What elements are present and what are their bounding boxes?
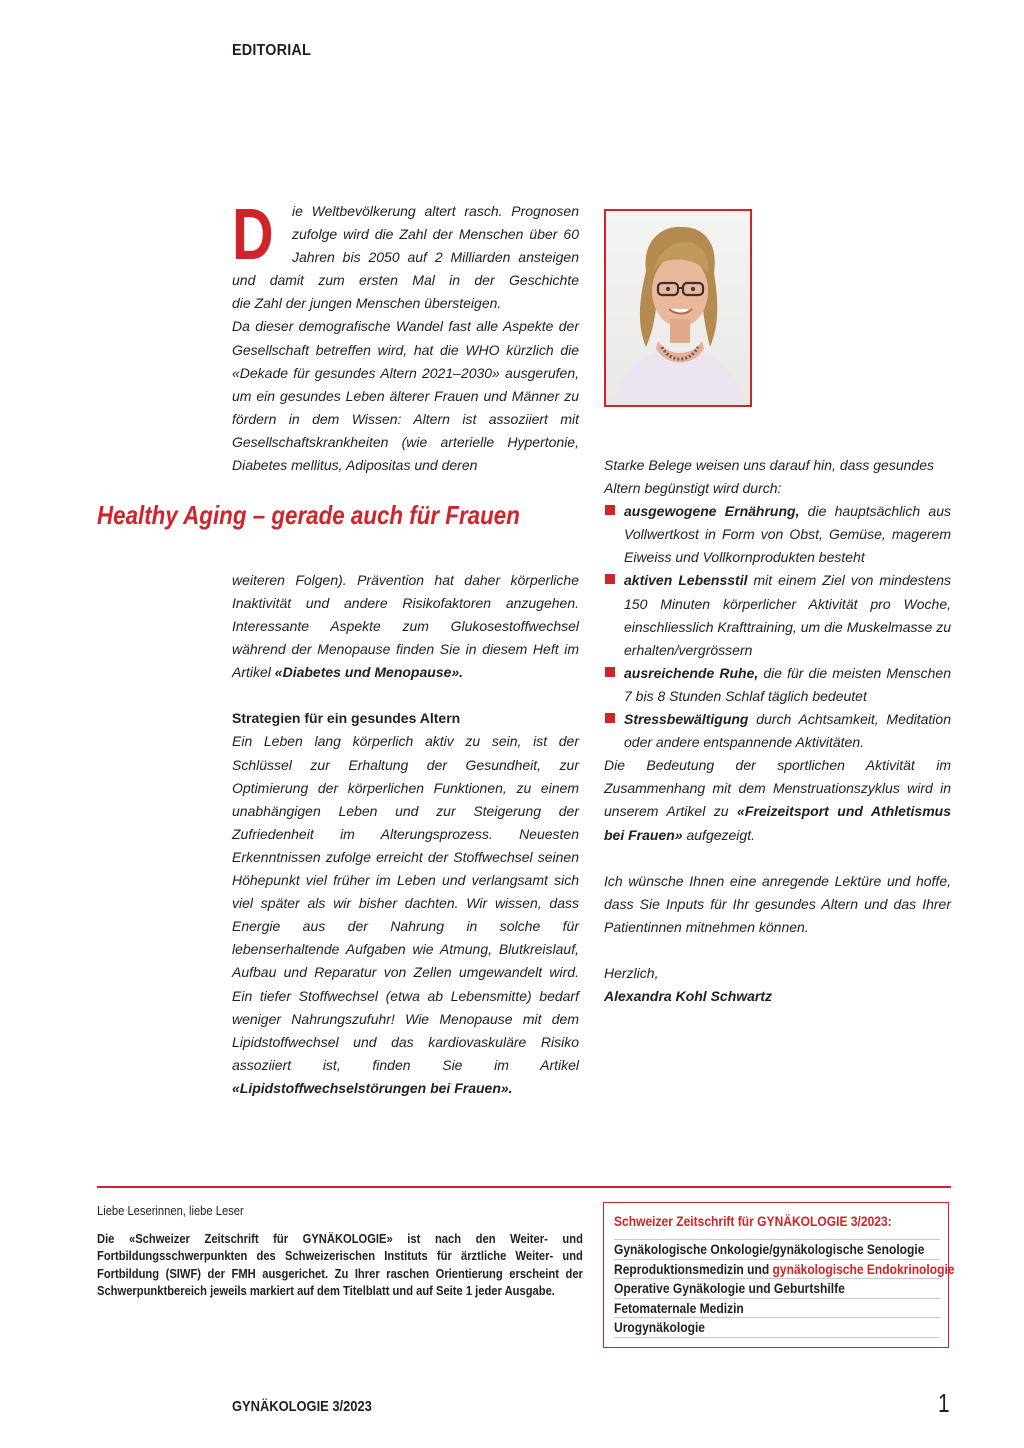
focus-area-list [614,1239,955,1338]
subheading-strategies: Strategien für ein gesundes Altern [232,710,461,727]
square-bullet-icon [605,667,615,677]
portrait-image [606,211,750,405]
focus-area-label: Operative Gynäkologie und Geburtshilfe [614,1280,845,1296]
article-reference-sports-label: «Freizeitsport und Athletismus bei Frauen» [604,803,952,843]
author-portrait [604,209,752,407]
section-label: EDITORIAL [232,42,311,59]
intro-line: Jahren bis 2050 auf 2 Milliarden ansteigen [292,249,579,266]
issue-focus-title: Schweizer Zeitschrift für GYNÄKOLOGIE 3/2023: [614,1213,892,1229]
journal-issue: GYNÄKOLOGIE 3/2023 [232,1398,372,1415]
reader-notice [97,1202,583,1300]
square-bullet-icon [605,505,615,515]
paragraph-sports [604,754,951,846]
author-signature: Alexandra Kohl Schwartz [604,987,773,1004]
article-reference-diabetes[interactable] [275,664,463,680]
list-item [604,500,951,569]
article-reference-lipid[interactable] [232,1080,513,1096]
focus-area-item [614,1279,940,1299]
focus-area-label: Gynäkologische Onkologie/gynäkologische Senologie [614,1241,925,1257]
left-column-body [232,569,579,1100]
list-item-term: aktiven Lebensstil [624,572,748,589]
notice-greeting: Liebe Leserinnen, liebe Leser [97,1203,244,1218]
intro-line: ie Weltbevölkerung altert rasch. Prognosen [292,203,579,219]
focus-area-highlight: gynäkologische Endokrinologie [772,1260,955,1277]
focus-area-label: Reproduktionsmedizin und [614,1260,773,1277]
focus-area-item [614,1299,940,1319]
drop-cap: D [232,195,274,275]
list-item-term: ausreichende Ruhe, [624,664,759,681]
paragraph-prevention-text: weiteren Folgen). Prävention hat daher körperliche Inaktivität und andere Risikofaktoren anzugehen. Interessante Aspekte zum Glukosestoffwechsel während der Menopause finden Sie in diesem Heft im Artikel [232,572,579,681]
paragraph-evidence: Starke Belege weisen uns darauf hin, dass gesundes Altern begünstigt wird durch: [604,457,934,497]
focus-area-item [614,1318,940,1338]
square-bullet-icon [605,713,615,723]
article-title: Healthy Aging – gerade auch für Frauen [97,500,520,530]
focus-area-item [614,1260,955,1280]
focus-area-item [614,1239,940,1260]
article-reference-lipid-label: «Lipidstoffwechselstörungen bei Frauen». [232,1079,513,1096]
paragraph-who: Da dieser demografische Wandel fast alle Aspekte der Gesellschaft betreffen wird, hat die WHO kürzlich die «Dekade für gesundes Altern 2021–2030» ausgerufen, um ein gesundes Leben älterer Frauen und Männer zu fördern in dem Wissen: Altern ist assoziiert mit Gesellschaftskrankheiten (wie arterielle Hypertonie, Diabetes mellitus, Adipositas und deren [232,318,579,474]
divider-line [97,1186,951,1188]
list-item-text: durch Achtsamkeit, Meditation oder andere entspannende Aktivitäten. [624,711,951,751]
list-item-text: mit einem Ziel von mindestens 150 Minuten körperlicher Aktivität pro Woche, einschliesslich Krafttraining, um die Muskelmasse zu erhalten/vergrössern [624,572,951,658]
intro-line: zufolge wird die Zahl der Menschen über 60 [292,226,579,243]
list-item-text: die für die meisten Menschen 7 bis 8 Stunden Schlaf täglich bedeutet [624,664,952,704]
issue-focus-box [603,1202,955,1348]
list-item [604,569,951,661]
page-number: 1 [938,1388,950,1418]
intro-rest: die Zahl der jungen Menschen übersteigen. [232,295,502,312]
paragraph-sports-end: aufgezeigt. [682,826,755,843]
list-item [604,708,951,754]
article-reference-diabetes-label: «Diabetes und Menopause». [274,664,464,681]
focus-area-label: Urogynäkologie [614,1319,705,1335]
paragraph-strategies-text: Ein Leben lang körperlich aktiv zu sein, ist der Schlüssel zur Erhaltung der Gesundheit, zur Optimierung der körperlichen Funktionen, zu einem unabhängigen Leben und zur Steigerung der Zufriedenheit im Alterungsprozess. Neuesten Erkenntnissen zufolge erreicht der Stoffwechsel seinen Höhepunkt viel früher im Leben und verlangsamt sich viel später als wir bisher dachten. Wir wissen, dass Energie aus der Nahrung in solche für lebenserhaltende Aufgaben wie Atmung, Blutkreislauf, Aufbau und Reparatur von Zellen umgewandelt wird. Ein tiefer Stoffwechsel (etwa ab Lebensmitte) bedarf weniger Nahrungszufuhr! Wie Menopause mit dem Lipidstoffwechsel und das kardiovaskuläre Risiko assoziiert ist, finden Sie im Artikel [232,733,579,1073]
factors-list [604,500,951,754]
square-bullet-icon [605,574,615,584]
paragraph-strategies [232,730,579,1100]
focus-area-label: Fetomaternale Medizin [614,1299,744,1316]
paragraph-closing-wish: Ich wünsche Ihnen eine anregende Lektüre und hoffe, dass Sie Inputs für Ihr gesundes Altern und das Ihrer Patientinnen mitnehmen können. [604,872,951,935]
list-item-term: Stressbewältigung [624,711,749,728]
intro-block [232,195,579,477]
list-item-term: ausgewogene Ernährung, [624,503,800,520]
intro-line: und damit zum ersten Mal in der Geschichte [232,272,579,289]
closing-greeting: Herzlich, [604,964,659,981]
list-item [604,662,951,708]
paragraph-prevention [232,569,579,684]
paragraph-sports-text: Die Bedeutung der sportlichen Aktivität im Zusammenhang mit dem Menstruationszyklus wird in unserem Artikel zu [604,757,951,820]
list-item-text: die hauptsächlich aus Vollwertkost in Form von Obst, Gemüse, magerem Eiweiss und Vollkornprodukten besteht [624,503,951,566]
right-column-body [604,454,951,1008]
notice-text: Die «Schweizer Zeitschrift für GYNÄKOLOGIE» ist nach den Weiter- und Fortbildungsschwerpunkten des Schweizerischen Instituts für ärztliche Weiter- und Fortbildung (SIWF) der FMH ausgerichet. Zu Ihrer raschen Orientierung erscheint der Schwerpunktbereich jeweils markiert auf dem Titelblatt und auf Seite 1 jeder Ausgabe. [97,1230,583,1298]
